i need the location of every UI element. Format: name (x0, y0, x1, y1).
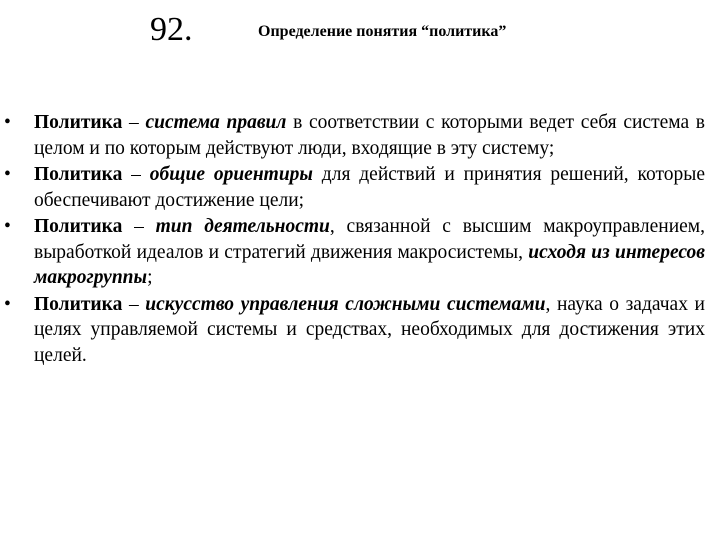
term: Политика (34, 216, 123, 237)
definition-rest: в соответствии с которыми ведет себя система в целом и по которым действуют люди, входящие в эту систему; (34, 112, 705, 159)
bullet-dot-icon: • (4, 216, 11, 237)
dash: – (122, 293, 146, 315)
slide-title: Определение понятия “политика” (258, 23, 507, 40)
definition: тип деятельности (155, 216, 330, 237)
definition-rest: для действий и принятия решений, которые обеспечивают достижение цели; (34, 164, 705, 211)
definition-tail: ; (147, 267, 153, 288)
list-item (4, 162, 705, 213)
list-item (4, 110, 705, 161)
definition-list (0, 110, 720, 369)
term: Политика (34, 293, 123, 315)
dash: – (122, 112, 146, 133)
bullet-dot-icon: • (4, 112, 11, 133)
definition-rest: , наука о задачах и целях управляемой системы и средствах, необходимых для достижения этих целей. (34, 293, 705, 366)
dash: – (122, 216, 156, 237)
definition-rest: , связанной с высшим макроуправлением, выработкой идеалов и стратегий движения макросистемы, (34, 216, 705, 263)
bullet-dot-icon: • (4, 164, 11, 185)
slide-number: 92. (150, 11, 193, 48)
list-item (4, 214, 705, 291)
term: Политика (34, 112, 123, 133)
bullet-dot-icon: • (4, 293, 11, 315)
definition: общие ориентиры (149, 164, 313, 185)
term: Политика (34, 164, 123, 185)
list-item (4, 292, 705, 369)
emphasis: исходя из интересов макрогруппы (34, 241, 705, 288)
dash: – (122, 164, 150, 185)
definition: искусство управления сложными системами (145, 293, 546, 315)
definition: система правил (145, 112, 287, 133)
